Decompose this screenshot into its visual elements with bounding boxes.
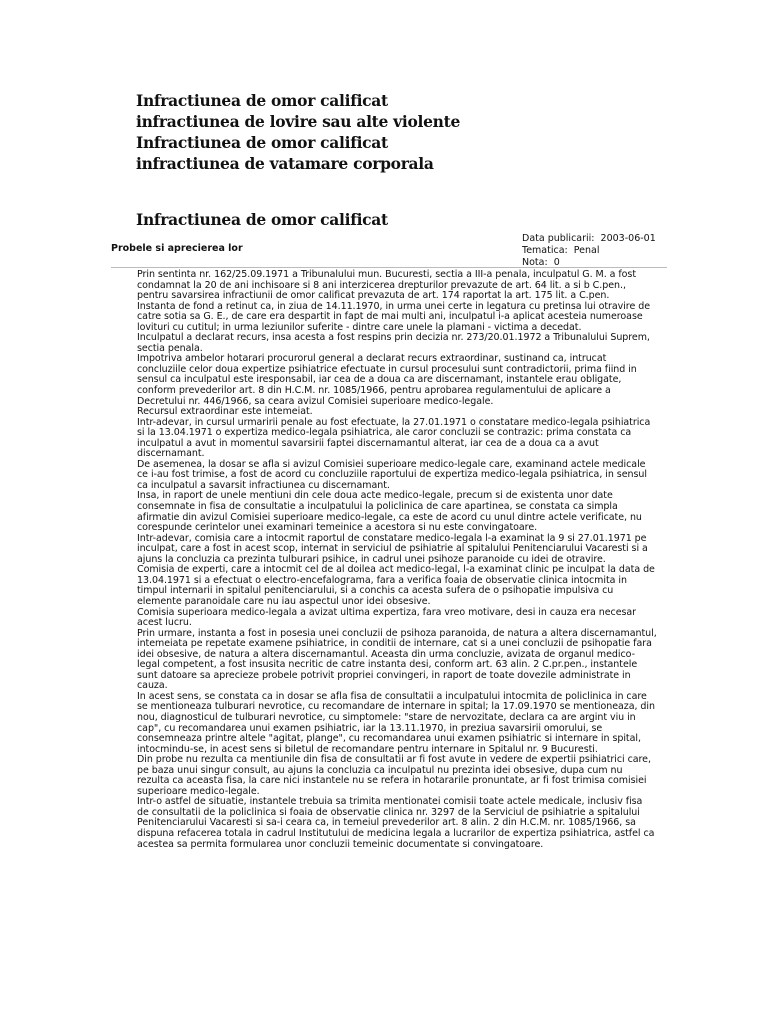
article-body [137, 270, 657, 850]
article-title: Infractiunea de omor calificat [136, 210, 388, 229]
paragraph: Instanta de fond a retinut ca, in ziua de 14.11.1970, in urma unei certe in legatura cu pretinsa lui otravire de catre sotia sa G. E., de care era despartit in fapt de mai multi ani, inculpatul i-a aplicat acesteia numeroase lovituri cu cutitul; in urma leziunilor suferite - dintre care unele la plamani - victima a decedat. [137, 300, 650, 333]
title-line-4: infractiunea de vatamare corporala [136, 154, 434, 173]
paragraph: Din probe nu rezulta ca mentiunile din fisa de consultatii ar fi fost avute in vedere de expertii psihiatrici care, pe baza unui singur consult, au ajuns la concluzia ca inculpatul nu prezinta idei obsesive, dupa cum nu rezulta ca aceasta fisa, la care nici instantele nu se refera in hotararile pronuntate, ar fi fost trimisa comisiei superioare medico-legale. [137, 754, 651, 797]
divider [111, 267, 667, 268]
title-line-2: infractiunea de lovire sau alte violente [136, 112, 461, 131]
title-line-3: Infractiunea de omor calificat [136, 133, 388, 152]
paragraph: In acest sens, se constata ca in dosar se afla fisa de consultatii a inculpatului intocmita de policlinica in care se mentioneaza tulburari nevrotice, cu recomandare de internare in spital; la 17.09.1970 se mentioneaza, din nou, diagnosticul de tulburari nevrotice, cu simptomele: "stare de nervozitate, declara ca are argint viu in cap", cu recomandarea unui examen psihiatric, iar la 13.11.1970, in preziua savarsirii omorului, se consemneaza printre altele "agitat, plange", cu recomandarea unui examen psihiatric si internare in spital, intocmindu-se, in acest sens si biletul de recomandare pentru internare in Spitalul nr. 9 Bucuresti. [137, 690, 655, 755]
paragraph: Comisia superioara medico-legala a avizat ultima expertiza, fara vreo motivare, desi in cauza era necesar acest lucru. [137, 606, 637, 629]
paragraph: Impotriva ambelor hotarari procurorul general a declarat recurs extraordinar, sustinand ca, intrucat concluziile celor doua expertize psihiatrice efectuate in cursul procesului sunt contradictorii, prima fiind in sensul ca inculpatul este iresponsabil, iar cea de a doua ca are discernamant, instantele erau obligate, conform prevederilor art. 8 din H.C.M. nr. 1085/1966, pentru aprobarea regulamentului de aplicare a Decretului nr. 446/1966, sa ceara avizul Comisiei superioare medico-legale. [137, 353, 637, 407]
publish-date-row [522, 233, 722, 245]
publish-date-value: 2003-06-01 [600, 233, 656, 244]
grade-value: 0 [553, 257, 560, 268]
paragraph: Comisia de experti, care a intocmit cel de al doilea act medico-legal, l-a examinat clinic pe inculpat la data de 13.04.1971 si a efectuat o electro-encefalograma, fara a verifica foaia de observatie clinica intocmita in timpul internarii in spitalul penitenciarului, si a conchis ca acesta sufera de o psihopatie impulsiva cu elemente paranoidale care nu iau aspectul unor idei obsesive. [137, 564, 655, 607]
grade-label: Nota: [522, 257, 548, 268]
article-subtitle: Probele si aprecierea lor [111, 243, 243, 254]
paragraph: Intr-adevar, comisia care a intocmit raportul de constatare medico-legala l-a examinat la 9 si 27.01.1971 pe inculpat, care a fost in acest scop, internat in serviciul de psihiatrie al spitalului Penitenciarului Vacaresti si a ajuns la concluzia ca prezinta tulburari psihice, in cadrul unei psihoze paranoide cu idei de otravire. [137, 532, 648, 565]
title-line-1: Infractiunea de omor calificat [136, 91, 388, 110]
paragraph: Inculpatul a declarat recurs, insa acesta a fost respins prin decizia nr. 273/20.01.1972 a Tribunalului Suprem, sectia penala. [137, 332, 650, 354]
title-list [136, 90, 736, 174]
paragraph: Intr-o astfel de situatie, instantele trebuia sa trimita mentionatei comisii toate actele medicale, inclusiv fisa de consultatii de la policlinica si foaia de observatie clinica nr. 3297 de la Serviciul de psihiatrie a spitalului Penitenciarului Vacaresti si sa-i ceara ca, in temeiul prevederilor art. 8 alin. 2 din H.C.M. nr. 1085/1966, sa dispuna refacerea totala in cadrul Institutului de medicina legala a lucrarilor de expertiza psihiatrica, astfel ca acestea sa permita formularea unor concluzii temeinic documentate si convingatoare. [137, 796, 655, 850]
topic-label: Tematica: [522, 245, 568, 256]
topic-row [522, 245, 722, 257]
paragraph: Prin urmare, instanta a fost in posesia unei concluzii de psihoza paranoida, de natura a altera discernamantul, intemeiata pe repetate examene psihiatrice, in conditii de internare, cat si a unei concluzii de psihopatie fara idei obsesive, de natura a altera discernamantul. Aceasta din urma concluzie, avizata de organul medico-legal competent, a fost insusita necritic de catre instanta desi, conform art. 63 alin. 2 C.pr.pen., instantele sunt datoare sa aprecieze probele potrivit propriei convingeri, in raport de toate dovezile administrate in cauza. [137, 627, 657, 692]
paragraph: Intr-adevar, in cursul urmaririi penale au fost efectuate, la 27.01.1971 o constatare medico-legala psihiatrica si la 13.04.1971 o expertiza medico-legala psihiatrica, ale caror concluzii se contrazic: prima constata ca inculpatul a avut in momentul savarsirii faptei discernamantul alterat, iar cea de a doua ca a avut discernamant. [137, 416, 651, 460]
paragraph: Insa, in raport de unele mentiuni din cele doua acte medico-legale, precum si de existenta unor date consemnate in fisa de consultatie a inculpatului la policlinica de care apartinea, se constata ca simpla afirmatie din avizul Comisiei superioare medico-legale, ca este de acord cu unul dintre actele verificate, nu corespunde cerintelor unei examinari temeinice a acestora si nu este convingatoare. [137, 490, 642, 534]
paragraph: Prin sentinta nr. 162/25.09.1971 a Tribunalului mun. Bucuresti, sectia a III-a penala, inculpatul G. M. a fost condamnat la 20 de ani inchisoare si 8 ani interzicerea drepturilor prevazute de art. 64 lit. a si b C.pen., pentru savarsirea infractiunii de omor calificat prevazuta de art. 174 raportat la art. 175 lit. a C.pen. [137, 269, 637, 302]
publish-date-label: Data publicarii: [522, 233, 595, 244]
topic-value: Penal [573, 245, 600, 256]
paragraph: Recursul extraordinar este intemeiat. [137, 406, 313, 418]
paragraph: De asemenea, la dosar se afla si avizul Comisiei superioare medico-legale care, examinand actele medicale ce i-au fost trimise, a fost de acord cu concluziile raportului de expertiza medico-legala psihiatrica, in sensul ca inculpatul a savarsit infractiunea cu discernamant. [137, 458, 647, 491]
article-meta [522, 233, 722, 269]
